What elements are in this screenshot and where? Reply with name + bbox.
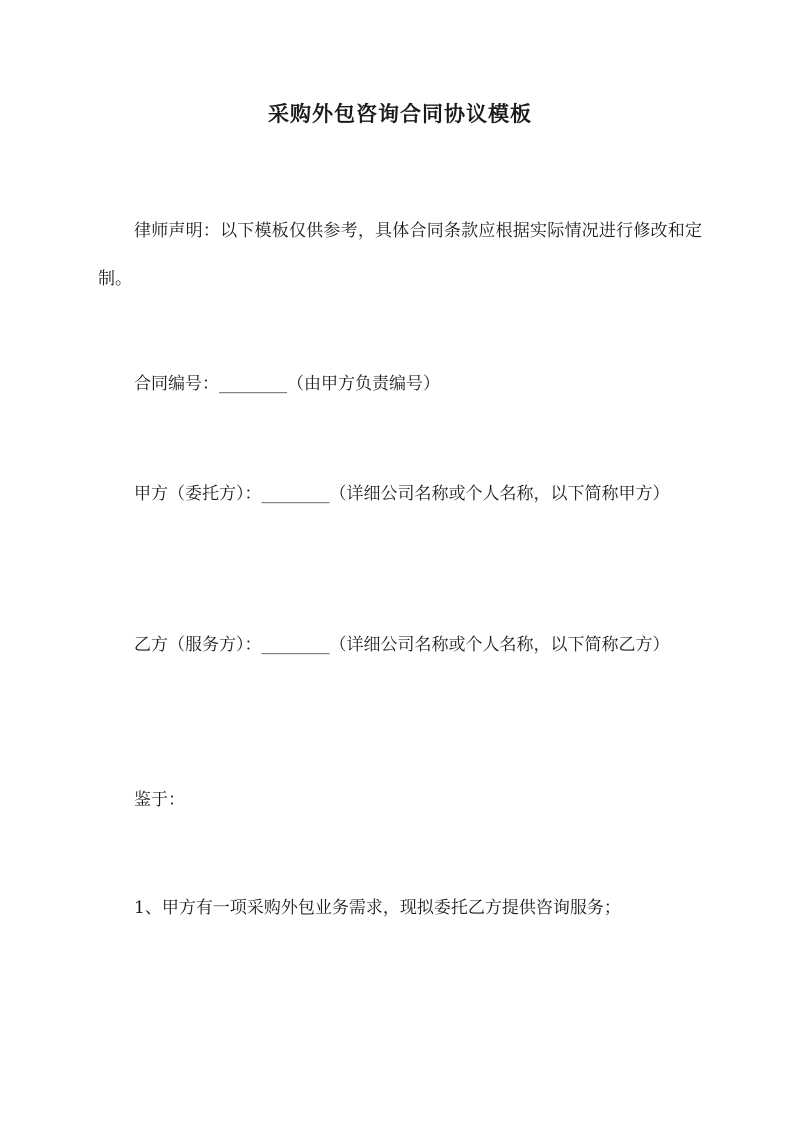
contract-number: 合同编号：________（由甲方负责编号）	[134, 374, 440, 394]
whereas-heading: 鉴于：	[134, 790, 185, 810]
lawyer-statement: 律师声明：以下模板仅供参考，具体合同条款应根据实际情况进行修改和定制。	[98, 221, 702, 289]
document-title: 采购外包咨询合同协议模板	[268, 101, 532, 126]
party-a: 甲方（委托方）：________（详细公司名称或个人名称，以下简称甲方）	[134, 484, 670, 504]
whereas-item-1: 1、甲方有一项采购外包业务需求，现拟委托乙方提供咨询服务；	[134, 898, 621, 918]
party-b: 乙方（服务方）：________（详细公司名称或个人名称，以下简称乙方）	[134, 635, 670, 655]
